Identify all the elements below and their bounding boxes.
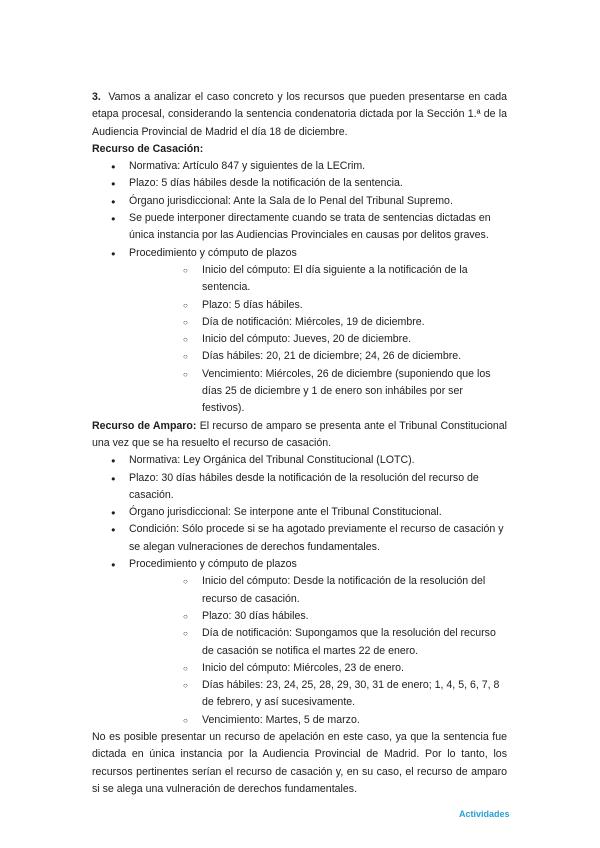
sublist-item: ○ Plazo: 30 días hábiles. bbox=[129, 608, 507, 625]
sublist-item: ○ Día de notificación: Supongamos que la resolución del recurso de casación se notifica el martes 22 de enero. bbox=[129, 625, 507, 660]
amparo-list bbox=[92, 452, 507, 729]
document-body bbox=[92, 89, 507, 798]
amparo-heading: Recurso de Amparo: bbox=[92, 419, 197, 432]
sublist-item: ○ Plazo: 5 días hábiles. bbox=[129, 297, 507, 314]
sublist-item: ○ Días hábiles: 23, 24, 25, 28, 29, 30, 31 de enero; 1, 4, 5, 6, 7, 8 de febrero, y así sucesivamente. bbox=[129, 677, 507, 712]
sublist-item: ○ Inicio del cómputo: Desde la notificación de la resolución del recurso de casación. bbox=[129, 573, 507, 608]
list-item: ● Normativa: Artículo 847 y siguientes de la LECrim. bbox=[92, 158, 507, 175]
sublist-item: ○ Días hábiles: 20, 21 de diciembre; 24, 26 de diciembre. bbox=[129, 348, 507, 365]
list-item bbox=[92, 245, 507, 418]
casacion-sublist bbox=[129, 262, 507, 418]
list-item: ● Condición: Sólo procede si se ha agotado previamente el recurso de casación y se alegan vulneraciones de derechos fundamentales. bbox=[92, 521, 507, 556]
casacion-heading: Recurso de Casación: bbox=[92, 142, 204, 155]
procedure-label: Procedimiento y cómputo de plazos bbox=[129, 246, 297, 259]
amparo-paragraph bbox=[92, 418, 507, 453]
list-item: ● Normativa: Ley Orgánica del Tribunal Constitucional (LOTC). bbox=[92, 452, 507, 469]
footer-activities-link[interactable]: Actividades bbox=[459, 809, 510, 819]
list-item: ● Se puede interponer directamente cuando se trata de sentencias dictadas en única instancia por las Audiencias Provinciales en causas por delitos graves. bbox=[92, 210, 507, 245]
sublist-item: ○ Inicio del cómputo: Miércoles, 23 de enero. bbox=[129, 660, 507, 677]
sublist-item: ○ Vencimiento: Miércoles, 26 de diciembre (suponiendo que los días 25 de diciembre y 1 de enero son inhábiles por ser festivos). bbox=[129, 366, 507, 418]
list-item bbox=[92, 556, 507, 729]
list-item: ● Órgano jurisdiccional: Ante la Sala de lo Penal del Tribunal Supremo. bbox=[92, 193, 507, 210]
procedure-label: Procedimiento y cómputo de plazos bbox=[129, 558, 297, 571]
amparo-sublist bbox=[129, 573, 507, 729]
sublist-item: ○ Inicio del cómputo: El día siguiente a la notificación de la sentencia. bbox=[129, 262, 507, 297]
sublist-item: ○ Inicio del cómputo: Jueves, 20 de diciembre. bbox=[129, 331, 507, 348]
sublist-item: ○ Día de notificación: Miércoles, 19 de diciembre. bbox=[129, 314, 507, 331]
sublist-item: ○ Vencimiento: Martes, 5 de marzo. bbox=[129, 712, 507, 729]
list-item: ● Plazo: 5 días hábiles desde la notificación de la sentencia. bbox=[92, 175, 507, 192]
casacion-list bbox=[92, 158, 507, 417]
list-item: ● Órgano jurisdiccional: Se interpone ante el Tribunal Constitucional. bbox=[92, 504, 507, 521]
intro-number: 3. bbox=[92, 91, 101, 103]
conclusion-paragraph: No es posible presentar un recurso de apelación en este caso, ya que la sentencia fue dictada en única instancia por la Audiencia Provincial de Madrid. Por lo tanto, los recursos pertinentes serían el recurso de casación y, en su caso, el recurso de amparo si se alega una vulneración de derechos fundamentales. bbox=[92, 730, 507, 795]
intro-text: Vamos a analizar el caso concreto y los recursos que pueden presentarse en cada etapa procesal, considerando la sentencia condenatoria dictada por la Sección 1.ª de la Audiencia Provincial de Madrid el día 18 de diciembre. bbox=[92, 91, 507, 138]
intro-paragraph bbox=[92, 89, 507, 141]
list-item: ● Plazo: 30 días hábiles desde la notificación de la resolución del recurso de casación. bbox=[92, 470, 507, 505]
amparo-intro: El recurso de amparo se presenta ante el Tribunal Constitucional una vez que se ha resuelto el recurso de casación. bbox=[92, 419, 507, 449]
